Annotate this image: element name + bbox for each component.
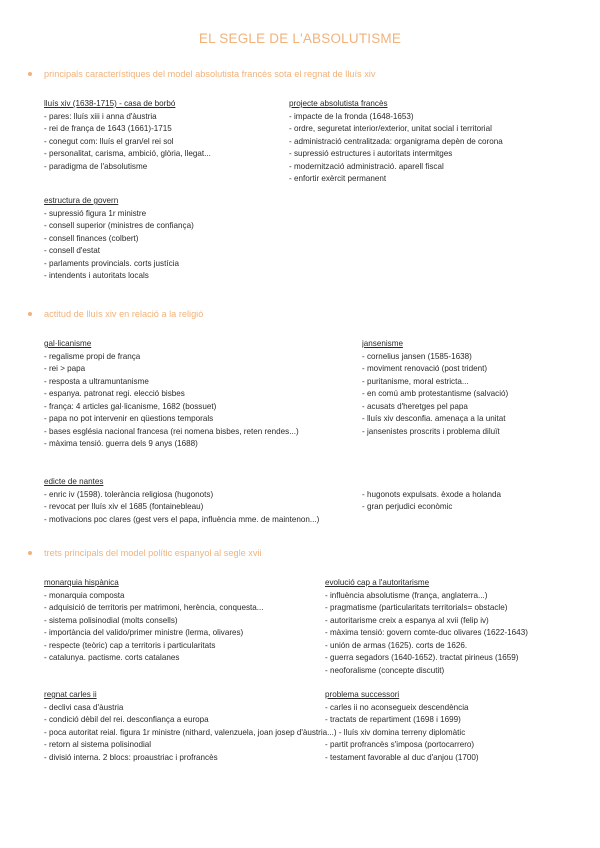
- section-heading-spanish-model: [28, 548, 262, 558]
- list-item: - catalunya. pactisme. corts catalanes: [44, 653, 180, 662]
- list-item: - unión de armas (1625). corts de 1626.: [325, 640, 468, 650]
- list-item: - lluís xiv desconfia. amenaça a la unitat: [362, 414, 506, 423]
- block-monarquia-hispanica: [44, 577, 264, 665]
- list-item: - poca autoritat reial. figura 1r ministre (nithard, valenzuela, joan josep d'àustria...) - lluís xiv domina terreny diplomàtic: [44, 727, 466, 737]
- block-projecte-absolutista: [289, 98, 503, 186]
- list-item: - papa no pot intervenir en qüestions temporals: [44, 414, 214, 423]
- list-item: - rei de frança de 1643 (1661)-1715: [44, 124, 172, 133]
- list-item: - pragmatisme (particularitats territorials= obstacle): [325, 603, 508, 612]
- list-item: - supressió figura 1r ministre: [44, 208, 147, 218]
- list-item: - intendents i autoritats locals: [44, 271, 149, 280]
- bullet-dot-icon: [28, 72, 32, 76]
- list-item: - parlaments provincials. corts justícia: [44, 258, 179, 268]
- list-item: - testament favorable al duc d'anjou (1700): [325, 752, 479, 762]
- page-title: EL SEGLE DE L'ABSOLUTISME: [198, 31, 402, 46]
- list-item: - enric iv (1598). tolerància religiosa (hugonots): [44, 489, 214, 499]
- list-item: - sistema polisinodial (molts consells): [44, 615, 178, 625]
- list-item: - partit profrancès s'imposa (portocarrero): [325, 740, 475, 749]
- block-edicte-nantes: [44, 476, 319, 526]
- list-item: - condició dèbil del rei. desconfiança a europa: [44, 715, 209, 724]
- block-edicte-nantes-right: [362, 489, 501, 514]
- list-item: - consell superior (ministres de confiança): [44, 221, 194, 230]
- block-lluis-xiv: [44, 98, 211, 173]
- bullet-dot-icon: [28, 551, 32, 555]
- section-heading-text: principals característiques del model absolutista francès sota el regnat de lluís xiv: [44, 69, 376, 79]
- list-item: - impacte de la fronda (1648-1653): [289, 111, 414, 121]
- block-problema-successori: [325, 689, 479, 764]
- list-item: - consell d'estat: [44, 246, 100, 255]
- block-title: edicte de nantes: [44, 477, 104, 486]
- list-item: - retorn al sistema polisinodial: [44, 740, 152, 749]
- block-title: estructura de govern: [44, 196, 119, 205]
- block-estructura-govern: [44, 195, 194, 283]
- list-item: - màxima tensió. guerra dels 9 anys (1688): [44, 439, 198, 448]
- bullet-dot-icon: [28, 312, 32, 316]
- list-item: - pares: lluís xiii i anna d'àustria: [44, 111, 157, 121]
- list-item: - conegut com: lluís el gran/el rei sol: [44, 136, 174, 146]
- list-item: - guerra segadors (1640-1652). tractat pirineus (1659): [325, 653, 519, 662]
- list-item: - moviment renovació (post trident): [362, 364, 488, 373]
- block-title: gal·licanisme: [44, 339, 92, 348]
- list-item: - hugonots expulsats. èxode a holanda: [362, 489, 502, 499]
- list-item: - neoforalisme (concepte discutit): [325, 665, 445, 675]
- section-heading-french-model: [28, 69, 375, 79]
- list-item: - adquisició de territoris per matrimoni, herència, conquesta...: [44, 603, 264, 612]
- section-heading-text: trets principals del model polític espanyol al segle xvii: [44, 548, 262, 558]
- section-heading-religion: [28, 309, 203, 319]
- list-item: - motivacions poc clares (gest vers el papa, influència mme. de maintenon...): [44, 514, 320, 524]
- list-item: - carles ii no aconsegueix descendència: [325, 702, 469, 712]
- list-item: - monarquia composta: [44, 590, 125, 600]
- list-item: - paradigma de l'absolutisme: [44, 161, 148, 171]
- list-item-spacer: [325, 727, 479, 740]
- list-item: - rei > papa: [44, 364, 86, 373]
- block-title: lluís xiv (1638-1715) - casa de borbó: [44, 99, 176, 108]
- list-item: - declivi casa d'àustria: [44, 702, 124, 712]
- list-item: - revocat per lluís xiv el 1685 (fontainebleau): [44, 502, 204, 511]
- list-item: - resposta a ultramuntanisme: [44, 376, 149, 386]
- list-item: - bases església nacional francesa (rei nomena bisbes, reten rendes...): [44, 426, 299, 436]
- block-title: evolució cap a l'autoritarisme: [325, 578, 430, 587]
- list-item: - ordre, seguretat interior/exterior, unitat social i territorial: [289, 124, 492, 133]
- list-item: - en comú amb protestantisme (salvació): [362, 389, 509, 398]
- list-item: - consell finances (colbert): [44, 233, 139, 243]
- list-item: - frança: 4 articles gal·licanisme, 1682 (bossuet): [44, 401, 217, 411]
- list-item: - tractats de repartiment (1698 i 1699): [325, 715, 461, 724]
- list-item: - respecte (teòric) cap a territoris i particularitats: [44, 640, 216, 650]
- block-title: monarquia hispànica: [44, 578, 119, 587]
- block-title: problema successori: [325, 690, 400, 699]
- list-item: - supressió estructures i autoritats intermitges: [289, 149, 453, 158]
- section-heading-text: actitud de lluís xiv en relació a la religió: [44, 309, 204, 319]
- list-item: - personalitat, carisma, ambició, glòria, llegat...: [44, 149, 211, 158]
- list-item: - influència absolutisme (frança, anglaterra...): [325, 590, 488, 600]
- block-title: regnat carles ii: [44, 690, 97, 699]
- list-item: - divisió interna. 2 blocs: proaustriac i profrancès: [44, 752, 218, 762]
- list-item: - cornelius jansen (1585-1638): [362, 351, 472, 361]
- list-item: - jansenistes proscrits i problema diluït: [362, 426, 500, 436]
- list-item: - regalisme propi de frança: [44, 351, 141, 361]
- block-title: projecte absolutista francès: [289, 99, 388, 108]
- list-item: - autoritarisme creix a espanya al xvii (felip iv): [325, 615, 489, 625]
- list-item: - modernització administració. aparell fiscal: [289, 161, 444, 171]
- block-gallicanisme: [44, 338, 299, 451]
- list-item: - importància del valido/primer ministre (lerma, olivares): [44, 628, 244, 637]
- list-item: - gran perjudici econòmic: [362, 502, 453, 511]
- list-item: - enfortir exèrcit permanent: [289, 174, 387, 183]
- list-item: - administració centralitzada: organigrama depèn de corona: [289, 136, 503, 146]
- list-item: - espanya. patronat regi. elecció bisbes: [44, 389, 185, 398]
- block-title: jansenisme: [362, 339, 403, 348]
- list-item: - acusats d'heretges pel papa: [362, 401, 468, 411]
- block-evolucio-autoritarisme: [325, 577, 528, 677]
- list-item: - puritanisme, moral estricta...: [362, 376, 469, 386]
- block-jansenisme: [362, 338, 508, 438]
- list-item: - màxima tensió: govern comte-duc olivares (1622-1643): [325, 628, 528, 637]
